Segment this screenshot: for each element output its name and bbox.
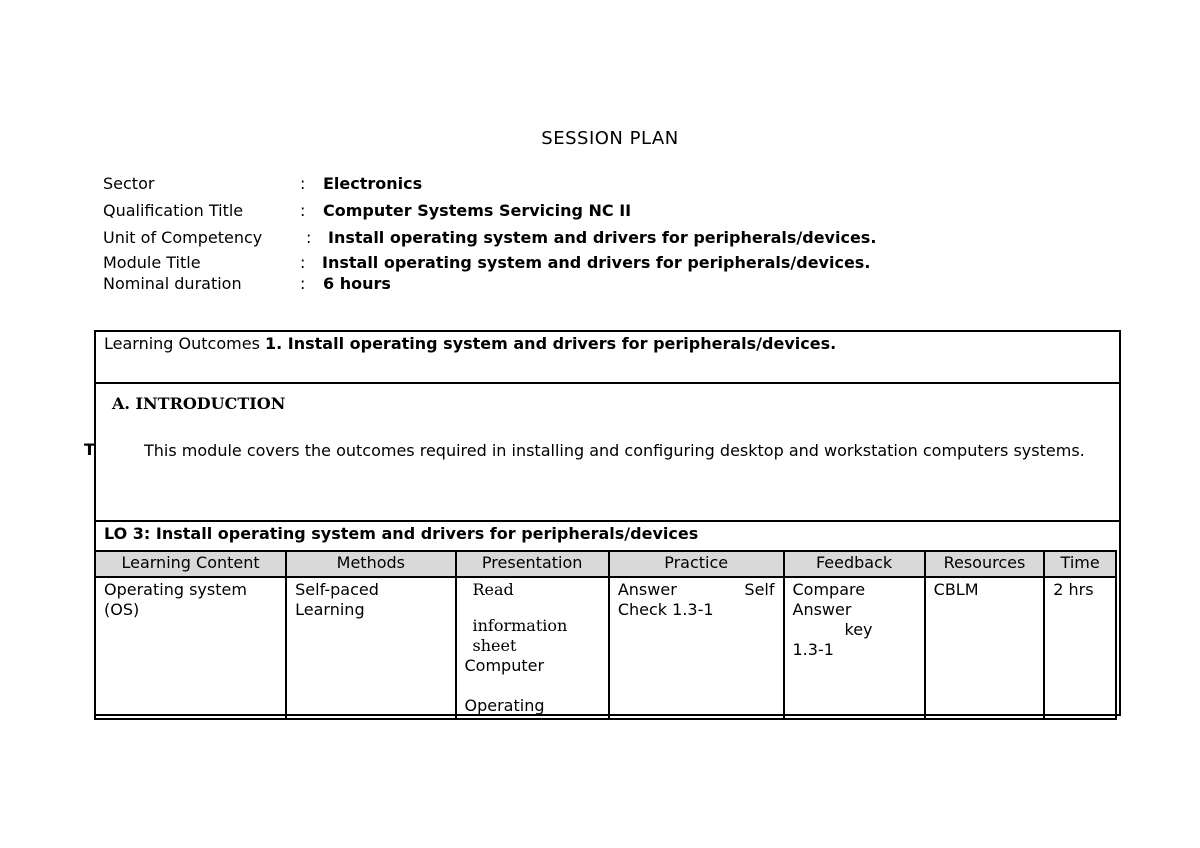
cell-methods: Self-paced Learning [286, 577, 455, 719]
meta-value: 6 hours [323, 274, 391, 293]
cell-practice [609, 577, 784, 719]
column-header: Feedback [784, 551, 925, 577]
table-row [95, 577, 1116, 719]
presentation-line: Read [472, 580, 514, 599]
column-header: Practice [609, 551, 784, 577]
table-header-row [95, 551, 1116, 577]
feedback-line: key [844, 620, 873, 639]
cell-time: 2 hrs [1044, 577, 1116, 719]
cell-feedback [784, 577, 925, 719]
practice-line [618, 580, 775, 600]
column-header: Time [1044, 551, 1116, 577]
meta-value: Install operating system and drivers for peripherals/devices. [328, 228, 877, 247]
meta-colon: : [300, 201, 306, 220]
practice-line: Check 1.3-1 [617, 600, 714, 619]
meta-value: Install operating system and drivers for peripherals/devices. [322, 253, 871, 272]
lo3-box [94, 520, 1121, 716]
presentation-line: information [472, 616, 568, 635]
practice-word: Answer [617, 580, 677, 599]
meta-value: Electronics [323, 174, 423, 193]
feedback-line: 1.3-1 [792, 640, 834, 659]
column-header: Resources [925, 551, 1045, 577]
presentation-line: Computer [464, 656, 545, 675]
practice-word: Self [744, 580, 775, 599]
cell-presentation [456, 577, 609, 719]
meta-colon: : [300, 274, 306, 293]
meta-label: Qualification Title [103, 201, 244, 220]
lo3-title: LO 3: Install operating system and drivers for peripherals/devices [104, 524, 699, 543]
cell-learning-content: Operating system (OS) [95, 577, 286, 719]
meta-label: Unit of Competency [103, 228, 263, 247]
column-header: Presentation [456, 551, 609, 577]
meta-colon: : [300, 253, 306, 272]
presentation-line: sheet [472, 636, 517, 655]
presentation-line: Operating [464, 696, 545, 715]
meta-label: Module Title [103, 253, 201, 272]
introduction-heading: A. INTRODUCTION [112, 394, 286, 413]
introduction-box [94, 382, 1121, 522]
stray-letter: T [84, 440, 95, 459]
meta-label: Nominal duration [103, 274, 242, 293]
introduction-text: This module covers the outcomes required in installing and configuring desktop and workstation computers systems. [144, 441, 1085, 460]
meta-value: Computer Systems Servicing NC II [323, 201, 632, 220]
feedback-line: Answer [792, 600, 852, 619]
meta-label: Sector [103, 174, 155, 193]
cell-resources: CBLM [925, 577, 1045, 719]
learning-outcomes-box [94, 330, 1121, 384]
learning-outcomes-label: Learning Outcomes [104, 334, 260, 353]
column-header: Methods [286, 551, 455, 577]
session-table [94, 550, 1117, 720]
meta-colon: : [306, 228, 312, 247]
page-title: SESSION PLAN [541, 128, 679, 149]
meta-colon: : [300, 174, 306, 193]
learning-outcomes-value: 1. Install operating system and drivers for peripherals/devices. [265, 334, 837, 353]
feedback-line: Compare [792, 580, 866, 599]
column-header: Learning Content [95, 551, 286, 577]
learning-outcomes-line [104, 334, 836, 353]
